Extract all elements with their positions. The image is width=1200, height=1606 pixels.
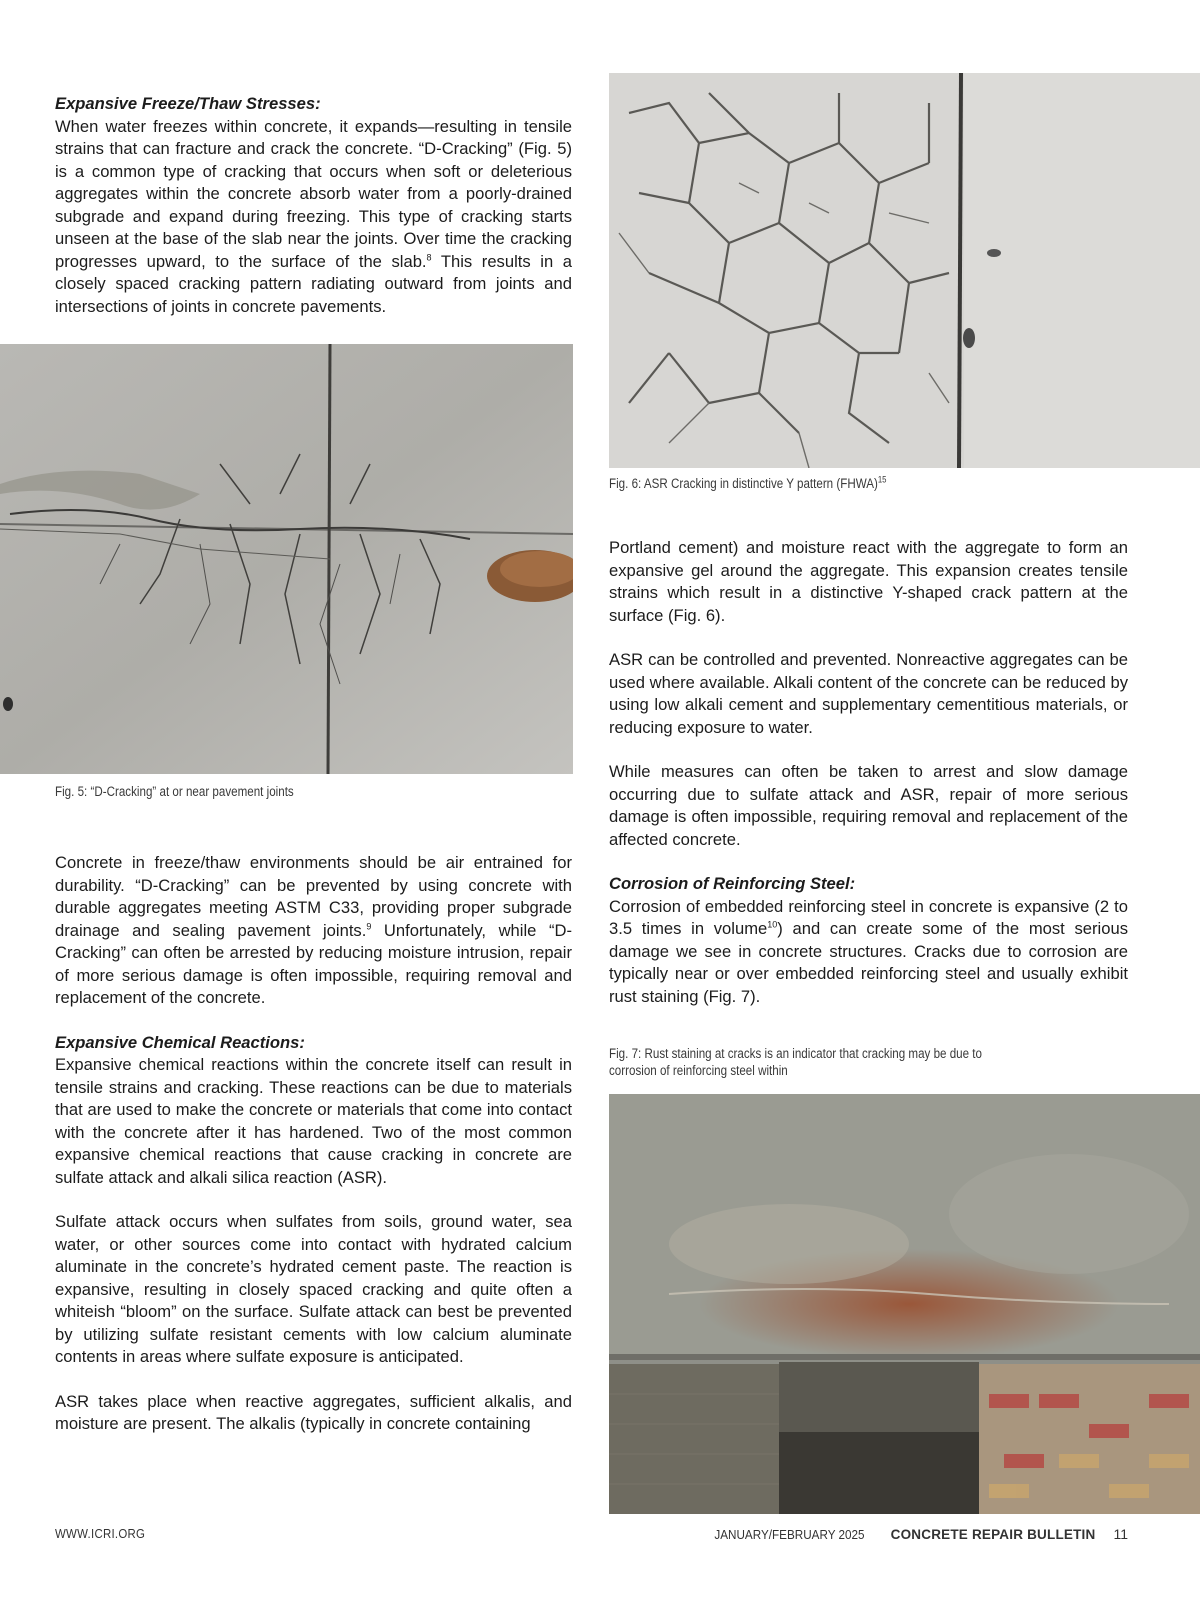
chemical-paragraph-4: Portland cement) and moisture react with the aggregate to form an expansive gel around the aggregate. This expansion creates tensile strains which result in a distinctive Y-shaped crack pattern at the surface (Fig. 6).: [609, 538, 1128, 625]
chemical-paragraph-2: Sulfate attack occurs when sulfates from soils, ground water, sea water, or other sources come into contact with hydrated calcium aluminate in the concrete’s hydrated cement paste. The reaction is expansive, resulting in closely spaced cracking and quite often a whiteish “bloom” on the surface. Sulfate attack can best be prevented by utilizing sulfate resistant cements with low calcium aluminate contents in areas where sulfate exposure is anticipated.: [55, 1212, 572, 1366]
fig7-photo: [609, 1094, 1200, 1514]
footer-right: [706, 1526, 1128, 1542]
fig7-caption-line-1: Fig. 7: Rust staining at cracks is an indicator that cracking may be due to: [609, 1046, 982, 1061]
footnote-ref-9: 9: [366, 920, 372, 931]
corrosion-heading: Corrosion of Reinforcing Steel:: [609, 874, 856, 893]
fig6-photo: [609, 73, 1200, 468]
freeze-thaw-section: [55, 93, 572, 318]
freeze-thaw-paragraph-1: When water freezes within concrete, it expands—resulting in tensile strains that can fracture and crack the concrete. “D-Cracking” (Fig. 5) is a common type of cracking that occurs when soft or deleterious aggregates within the concrete absorb water from a poorly-drained subgrade and expand during freezing. This type of cracking starts unseen at the base of the slab near the joints. Over time the cracking progresses upward, to the surface of the slab.$^8$ This results in a closely spaced cracking pattern radiating outward from joints and intersections of joints in concrete pavements.: [55, 116, 572, 316]
page-number: 11: [1113, 1526, 1128, 1542]
chemical-paragraph-6: While measures can often be taken to arrest and slow damage occurring due to sulfate attack and ASR, repair of more serious damage is often impossible, requiring removal and replacement of the affected concrete.: [609, 762, 1128, 849]
fig6-caption-wrap: [609, 475, 1128, 492]
chemical-paragraph-3: ASR takes place when reactive aggregates, sufficient alkalis, and moisture are present. The alkalis (typically in concrete containing: [55, 1391, 572, 1433]
fig7-caption-wrap: [609, 1045, 1128, 1079]
fig5-caption: Fig. 5: “D-Cracking” at or near pavement joints: [55, 784, 294, 799]
chemical-heading: Expansive Chemical Reactions:: [55, 1032, 305, 1052]
fig6-caption: Fig. 6: ASR Cracking in distinctive Y pattern (FHWA)$^{15}$: [609, 474, 887, 491]
chemical-paragraph-1: Expansive chemical reactions within the concrete itself can result in tensile strains and cracking. These reactions can be due to materials that are used to make the concrete or materials that come into contact with the concrete after it has hardened. Two of the most common expansive chemical reactions that cause cracking in concrete are sulfate attack and alkali silica reaction (ASR).: [55, 1055, 572, 1187]
freeze-thaw-heading: Expansive Freeze/Thaw Stresses:: [55, 94, 321, 113]
footer-publication: CONCRETE REPAIR BULLETIN: [890, 1527, 1096, 1542]
footer-website[interactable]: WWW.ICRI.ORG: [55, 1526, 146, 1541]
footnote-ref-8: 8: [426, 251, 432, 262]
footnote-ref-15: 15: [877, 474, 887, 485]
fig5-caption-wrap: [55, 783, 572, 800]
footer-issue: JANUARY/FEBRUARY 2025: [714, 1527, 865, 1542]
left-lower-text: [55, 852, 572, 1436]
chemical-paragraph-5: ASR can be controlled and prevented. Nonreactive aggregates can be used where available. Alkali content of the concrete can be reduced by using low alkali cement and supplementary cementitious materials, or reducing exposure to water.: [609, 650, 1128, 737]
fig5-photo: [0, 344, 573, 774]
freeze-thaw-paragraph-2: Concrete in freeze/thaw environments should be air entrained for durability. “D-Cracking” can be prevented by using concrete with durable aggregates meeting ASTM C33, providing proper subgrade drainage and sealing pavement joints.$^9$ Unfortunately, while “D-Cracking” can often be arrested by reducing moisture intrusion, repair of more serious damage is often impossible, requiring removal and replacement of the concrete.: [55, 853, 572, 1007]
right-text: [609, 537, 1128, 1008]
corrosion-paragraph-1: Corrosion of embedded reinforcing steel in concrete is expansive (2 to 3.5 times in volume$^{10}$) and can create some of the most serious damage we see in concrete structures. Cracks due to corrosion are typically near or over embedded reinforcing steel and usually exhibit rust staining (Fig. 7).: [609, 896, 1129, 1006]
footnote-ref-10: 10: [767, 919, 778, 930]
fig7-caption-line-2: corrosion of reinforcing steel within: [609, 1063, 788, 1078]
